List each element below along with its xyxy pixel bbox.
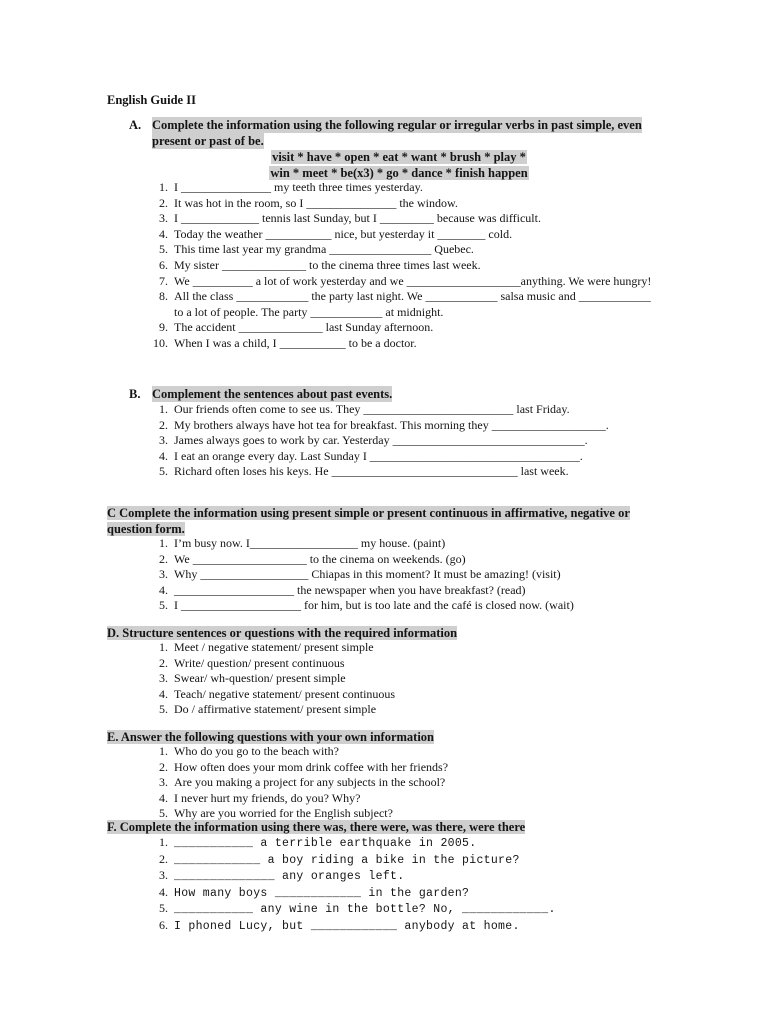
exercise-item[interactable] <box>152 227 652 243</box>
exercise-item[interactable] <box>152 320 652 336</box>
exercise-item[interactable] <box>152 418 652 434</box>
section-d-instruction: D. Structure sentences or questions with the required information <box>107 626 458 640</box>
item-number: 7. <box>159 273 168 288</box>
item-number: 3. <box>159 567 168 582</box>
item-text: I ____________________ for him, but is too late and the café is closed now. (wait) <box>174 598 574 613</box>
section-d-list <box>152 640 652 718</box>
section-b-letter: B. <box>129 387 141 401</box>
item-text: Our friends often come to see us. They _________________________ last Friday. <box>174 402 570 416</box>
item-number: 3. <box>159 211 168 226</box>
section-e-list <box>152 744 652 822</box>
item-text: When I was a child, I ___________ to be a doctor. <box>174 335 417 350</box>
item-number: 5. <box>159 464 168 479</box>
section-a-letter: A. <box>129 118 142 132</box>
item-text: ___________ any wine in the bottle? No, ____________. <box>174 903 556 917</box>
item-text: It was hot in the room, so I _______________ the window. <box>174 195 458 210</box>
item-text: Why are you worried for the English subject? <box>174 806 393 821</box>
item-number: 4. <box>159 448 168 463</box>
item-text: We ___________________ to the cinema on weekends. (go) <box>174 551 466 566</box>
item-number: 5. <box>159 702 168 717</box>
section-a-instruction-line1: Complete the information using the following regular or irregular verbs in past simple, even <box>152 118 642 132</box>
exercise-item[interactable] <box>152 744 652 760</box>
exercise-item[interactable] <box>152 258 652 274</box>
section-f-list <box>152 835 652 935</box>
section-c-list <box>152 536 652 614</box>
exercise-item[interactable] <box>152 583 652 599</box>
item-number: 3. <box>159 775 168 790</box>
exercise-item[interactable] <box>152 180 652 196</box>
exercise-item[interactable] <box>152 402 652 418</box>
exercise-item[interactable] <box>152 702 652 718</box>
exercise-item[interactable] <box>152 196 652 212</box>
section-f-header <box>107 819 525 835</box>
item-text: Why __________________ Chiapas in this moment? It must be amazing! (visit) <box>174 567 561 582</box>
verb-bank-text: visit * have * open * eat * want * brush * play * <box>272 150 526 164</box>
item-number: 2. <box>159 759 168 774</box>
item-text: Write/ question/ present continuous <box>174 655 345 670</box>
exercise-item[interactable] <box>152 567 652 583</box>
item-text: I eat an orange every day. Last Sunday I ___________________________________. <box>174 448 583 463</box>
item-text: James always goes to work by car. Yesterday ________________________________. <box>174 433 588 448</box>
item-text: We __________ a lot of work yesterday and we ___________________anything. We were hungry! <box>174 273 652 288</box>
exercise-item[interactable] <box>152 671 652 687</box>
item-number: 1. <box>159 744 168 758</box>
section-a-list <box>152 180 652 352</box>
item-number: 3. <box>159 671 168 686</box>
exercise-item[interactable] <box>152 791 652 807</box>
exercise-item[interactable] <box>152 852 652 869</box>
item-text: ____________________ the newspaper when you have breakfast? (read) <box>174 582 526 597</box>
exercise-item[interactable] <box>152 918 652 935</box>
item-text: Meet / negative statement/ present simple <box>174 640 374 654</box>
item-number: 2. <box>159 417 168 432</box>
exercise-item[interactable] <box>152 835 652 852</box>
section-c-instruction-line2: question form. <box>107 522 185 536</box>
item-text: Teach/ negative statement/ present continuous <box>174 686 396 701</box>
item-number: 1. <box>159 640 168 654</box>
exercise-item[interactable] <box>152 464 652 480</box>
item-number: 2. <box>159 851 168 866</box>
exercise-item[interactable] <box>152 433 652 449</box>
item-text: How often does your mom drink coffee with her friends? <box>174 759 449 774</box>
item-number: 2. <box>159 195 168 210</box>
section-b-list <box>152 402 652 480</box>
item-number: 1. <box>159 536 168 550</box>
item-text: I _______________ my teeth three times yesterday. <box>174 180 423 194</box>
item-number: 2. <box>159 655 168 670</box>
item-text: ____________ a boy riding a bike in the picture? <box>174 853 520 867</box>
item-number: 4. <box>159 582 168 597</box>
item-text: This time last year my grandma _________________ Quebec. <box>174 242 474 257</box>
exercise-item[interactable] <box>152 598 652 614</box>
exercise-item[interactable] <box>152 242 652 258</box>
item-text: I phoned Lucy, but ____________ anybody at home. <box>174 919 520 933</box>
verb-bank-line2 <box>0 165 768 181</box>
exercise-item[interactable] <box>152 336 652 352</box>
item-number: 4. <box>159 226 168 241</box>
item-number: 5. <box>159 806 168 821</box>
item-number: 6. <box>159 257 168 272</box>
item-number: 5. <box>159 598 168 613</box>
item-number: 1. <box>159 402 168 416</box>
exercise-item[interactable] <box>152 640 652 656</box>
item-text: Richard often loses his keys. He _______________________________ last week. <box>174 464 569 479</box>
section-e-header <box>107 729 434 745</box>
page-title: English Guide II <box>107 93 196 107</box>
section-e-instruction: E. Answer the following questions with your own information <box>107 730 435 744</box>
exercise-item[interactable] <box>152 687 652 703</box>
exercise-item[interactable] <box>152 211 652 227</box>
exercise-item[interactable] <box>152 536 652 552</box>
exercise-item[interactable] <box>152 868 652 885</box>
section-c-header <box>107 505 647 537</box>
section-d-header <box>107 625 457 641</box>
item-number: 9. <box>159 320 168 335</box>
item-text: My brothers always have hot tea for breakfast. This morning they ___________________. <box>174 417 609 432</box>
item-text: Who do you go to the beach with? <box>174 744 339 758</box>
item-number: 6. <box>159 917 168 932</box>
item-text: I _____________ tennis last Sunday, but I _________ because was difficult. <box>174 211 541 226</box>
item-text: Swear/ wh-question/ present simple <box>174 671 346 686</box>
item-number: 1. <box>159 835 168 849</box>
section-a-instruction-line2: present or past of be. <box>152 134 264 148</box>
item-number: 1. <box>159 180 168 194</box>
verb-bank-text: win * meet * be(x3) * go * dance * finish happen <box>270 166 528 180</box>
item-text: I never hurt my friends, do you? Why? <box>174 790 361 805</box>
item-text: ______________ any oranges left. <box>174 870 405 884</box>
section-f-instruction: F. Complete the information using there was, there were, was there, were there <box>107 820 526 834</box>
item-number: 5. <box>159 242 168 257</box>
item-text: ___________ a terrible earthquake in 2005. <box>174 837 477 850</box>
item-text: All the class ____________ the party last night. We ____________ salsa music and ____________ to a lot of people. The party ____________ at midnight. <box>174 289 651 319</box>
exercise-item[interactable] <box>152 656 652 672</box>
exercise-item[interactable] <box>152 449 652 465</box>
section-b-instruction: Complement the sentences about past events. <box>152 387 393 401</box>
item-number: 10. <box>153 335 168 350</box>
item-number: 3. <box>159 868 168 883</box>
item-number: 8. <box>159 289 168 304</box>
exercise-item[interactable] <box>152 885 652 902</box>
exercise-item[interactable] <box>152 289 652 320</box>
item-number: 2. <box>159 551 168 566</box>
item-number: 5. <box>159 901 168 916</box>
exercise-item[interactable] <box>152 274 652 290</box>
item-text: The accident ______________ last Sunday afternoon. <box>174 320 434 335</box>
item-number: 4. <box>159 686 168 701</box>
exercise-item[interactable] <box>152 901 652 918</box>
item-text: Today the weather ___________ nice, but yesterday it ________ cold. <box>174 226 513 241</box>
section-c-instruction-line1: C Complete the information using present simple or present continuous in affirmative, negative or <box>107 506 630 520</box>
verb-bank-line1 <box>0 149 768 165</box>
item-text: Do / affirmative statement/ present simple <box>174 702 377 717</box>
item-text: I’m busy now. I__________________ my house. (paint) <box>174 536 446 550</box>
item-number: 3. <box>159 433 168 448</box>
exercise-item[interactable] <box>152 775 652 791</box>
item-number: 4. <box>159 790 168 805</box>
item-text: My sister ______________ to the cinema three times last week. <box>174 257 481 272</box>
exercise-item[interactable] <box>152 760 652 776</box>
item-text: Are you making a project for any subjects in the school? <box>174 775 446 790</box>
exercise-item[interactable] <box>152 552 652 568</box>
item-number: 4. <box>159 884 168 899</box>
item-text: How many boys ____________ in the garden? <box>174 886 470 900</box>
